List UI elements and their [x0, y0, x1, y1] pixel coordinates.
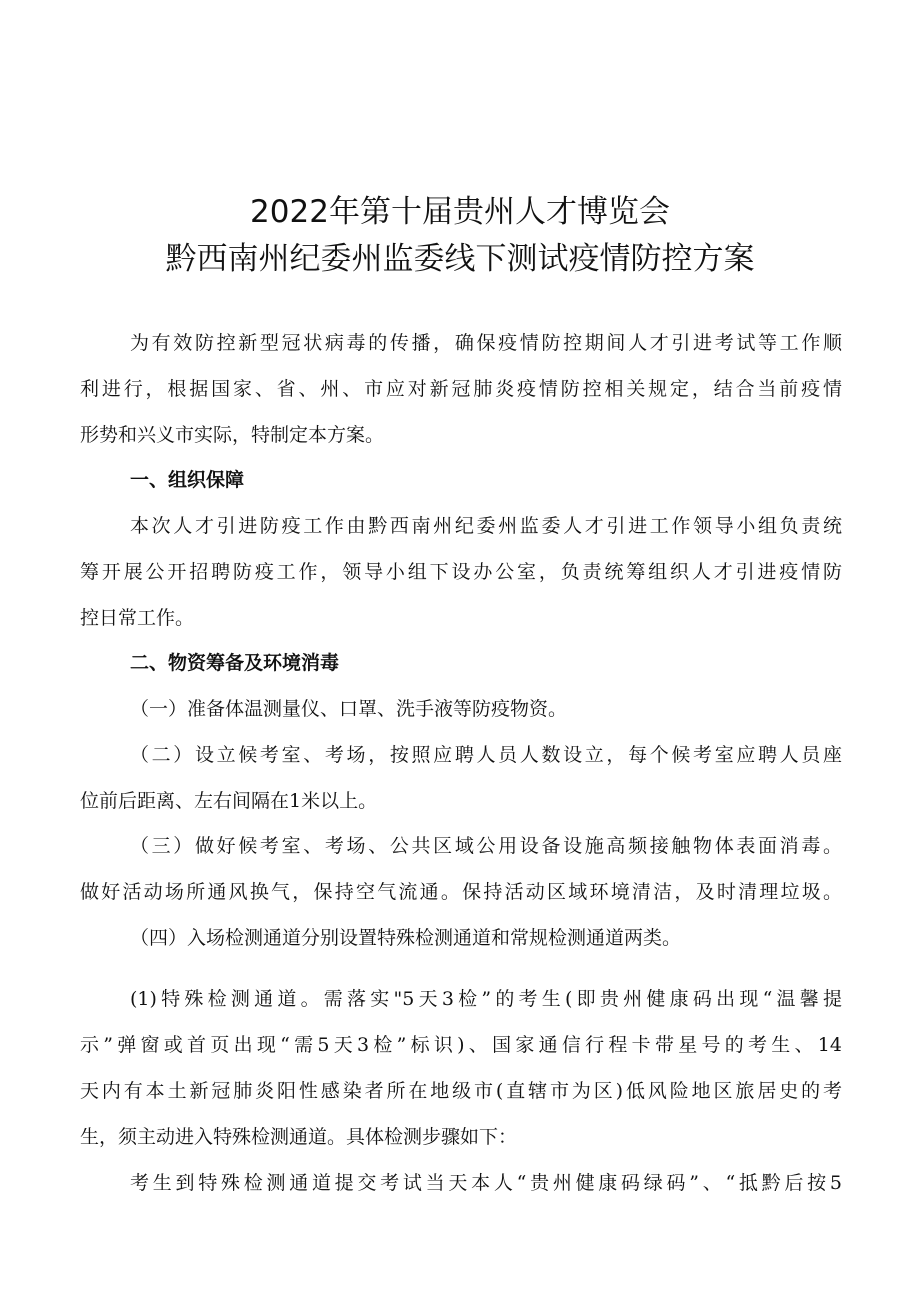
intro-line-3: 形势和兴义市实际，特制定本方案。	[80, 424, 385, 446]
intro-line-2: 利进行，根据国家、省、州、市应对新冠肺炎疫情防控相关规定，结合当前疫情	[80, 378, 842, 400]
section-1-heading: 一、组织保障	[130, 469, 245, 491]
section-2-item-3-line-2: 做好活动场所通风换气，保持空气流通。保持活动区域环境清洁，及时清理垃圾。	[80, 881, 842, 903]
special-channel-line-1: (1)特殊检测通道。需落实"5天3检”的考生(即贵州健康码出现“温馨提	[130, 988, 842, 1010]
special-channel-line-3: 天内有本土新冠肺炎阳性感染者所在地级市(直辖市为区)低风险地区旅居史的考	[80, 1080, 842, 1102]
section-1-line-3: 控日常工作。	[80, 607, 195, 629]
intro-line-1: 为有效防控新型冠状病毒的传播，确保疫情防控期间人才引进考试等工作顺	[130, 332, 842, 354]
section-2-heading: 二、物资筹备及环境消毒	[130, 652, 340, 674]
section-2-item-2-line-1: （二）设立候考室、考场，按照应聘人员人数设立，每个候考室应聘人员座	[130, 744, 842, 766]
special-channel-line-2: 示”弹窗或首页出现“需5天3检”标识)、国家通信行程卡带星号的考生、14	[80, 1034, 842, 1056]
special-channel-line-4: 生，须主动进入特殊检测通道。具体检测步骤如下：	[80, 1126, 518, 1148]
section-2-item-3-line-1: （三）做好候考室、考场、公共区域公用设备设施高频接触物体表面消毒。	[130, 835, 842, 857]
section-2-item-1: （一）准备体温测量仪、口罩、洗手液等防疫物资。	[130, 698, 568, 720]
section-2-item-2-line-2: 位前后距离、左右间隔在1米以上。	[80, 790, 378, 812]
section-1-line-2: 筹开展公开招聘防疫工作，领导小组下设办公室，负责统筹组织人才引进疫情防	[80, 561, 842, 583]
section-2-item-4: （四）入场检测通道分别设置特殊检测通道和常规检测通道两类。	[130, 927, 682, 949]
document-title-line-2: 黔西南州纪委州监委线下测试疫情防控方案	[165, 241, 755, 277]
special-channel-line-5: 考生到特殊检测通道提交考试当天本人“贵州健康码绿码”、“抵黔后按5	[130, 1172, 842, 1194]
section-1-line-1: 本次人才引进防疫工作由黔西南州纪委州监委人才引进工作领导小组负责统	[130, 515, 842, 537]
document-title-line-1: 2022年第十届贵州人才博览会	[250, 194, 670, 230]
